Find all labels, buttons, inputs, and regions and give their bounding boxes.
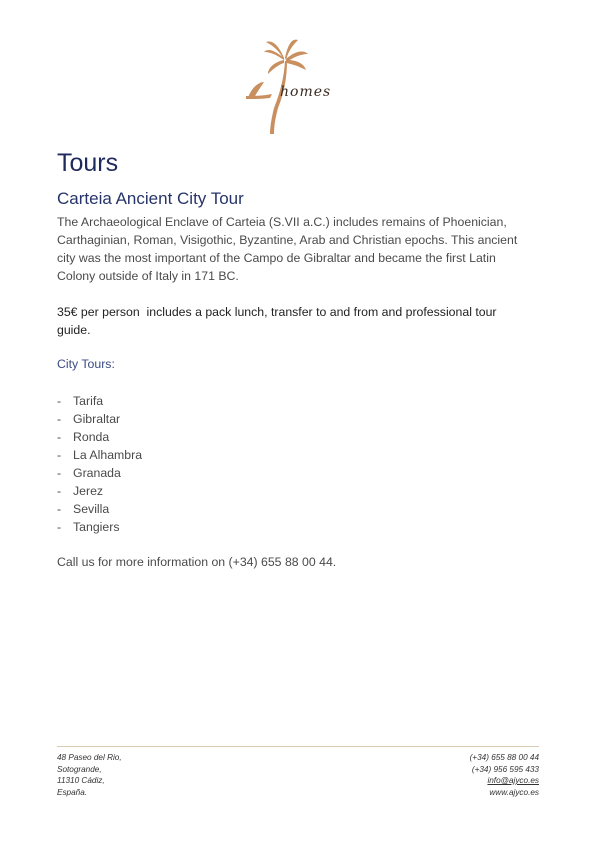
city-tours-list — [57, 392, 142, 536]
address-line: Sotogrande, — [57, 764, 102, 774]
footer-divider — [57, 746, 539, 747]
list-marker: - — [57, 520, 62, 534]
email-link[interactable]: info@ajyco.es — [487, 776, 539, 785]
list-item — [57, 518, 142, 536]
address-line: España. — [57, 787, 88, 797]
list-marker: - — [57, 430, 62, 444]
address-line: 48 Paseo del Rio, — [57, 753, 122, 762]
list-marker: - — [57, 484, 62, 498]
logo-wordmark: homes — [280, 84, 332, 100]
footer-address — [57, 752, 122, 798]
phone-primary: (+34) 655 88 00 44 — [469, 753, 539, 762]
city-name: Sevilla — [73, 502, 110, 516]
city-name: Granada — [73, 466, 121, 480]
city-name: Jerez — [73, 484, 104, 498]
price-line: 35€ per person includes a pack lunch, transfer to and from and professional tour — [57, 305, 497, 319]
intro-paragraph — [57, 213, 537, 285]
website-link[interactable]: www.ajyco.es — [489, 787, 539, 797]
list-item — [57, 392, 142, 410]
city-name: Ronda — [73, 430, 110, 444]
intro-line: Carthaginian, Roman, Visigothic, Byzantine, Arab and Christian epochs. This ancient — [57, 233, 518, 247]
contact-call-text: Call us for more information on (+34) 655 88 00 44. — [57, 555, 337, 569]
city-name: La Alhambra — [73, 448, 143, 462]
list-marker: - — [57, 448, 62, 462]
list-item — [57, 446, 142, 464]
intro-line: city was the most important of the Campo de Gibraltar and became the first Latin — [57, 251, 496, 265]
intro-line: Colony outside of Italy in 171 BC. — [57, 269, 239, 283]
price-paragraph — [57, 303, 537, 339]
list-item — [57, 428, 142, 446]
city-tours-label: City Tours: — [57, 357, 115, 371]
city-name: Tangiers — [73, 520, 120, 534]
page-title: Tours — [57, 149, 119, 177]
phone-secondary: (+34) 956 595 433 — [471, 764, 539, 774]
intro-line: The Archaeological Enclave of Carteia (S.VII a.C.) includes remains of Phoenician, — [57, 215, 507, 229]
price-line: guide. — [57, 323, 91, 337]
address-line: 11310 Cádiz, — [57, 776, 105, 785]
list-marker: - — [57, 466, 62, 480]
list-marker: - — [57, 502, 62, 516]
city-name: Gibraltar — [73, 412, 121, 426]
list-marker: - — [57, 394, 62, 408]
list-item — [57, 500, 142, 518]
tour-subtitle: Carteia Ancient City Tour — [57, 189, 244, 208]
footer-contact — [470, 752, 539, 798]
list-item — [57, 482, 142, 500]
city-name: Tarifa — [73, 394, 104, 408]
list-item — [57, 410, 142, 428]
list-item — [57, 464, 142, 482]
list-marker: - — [57, 412, 62, 426]
